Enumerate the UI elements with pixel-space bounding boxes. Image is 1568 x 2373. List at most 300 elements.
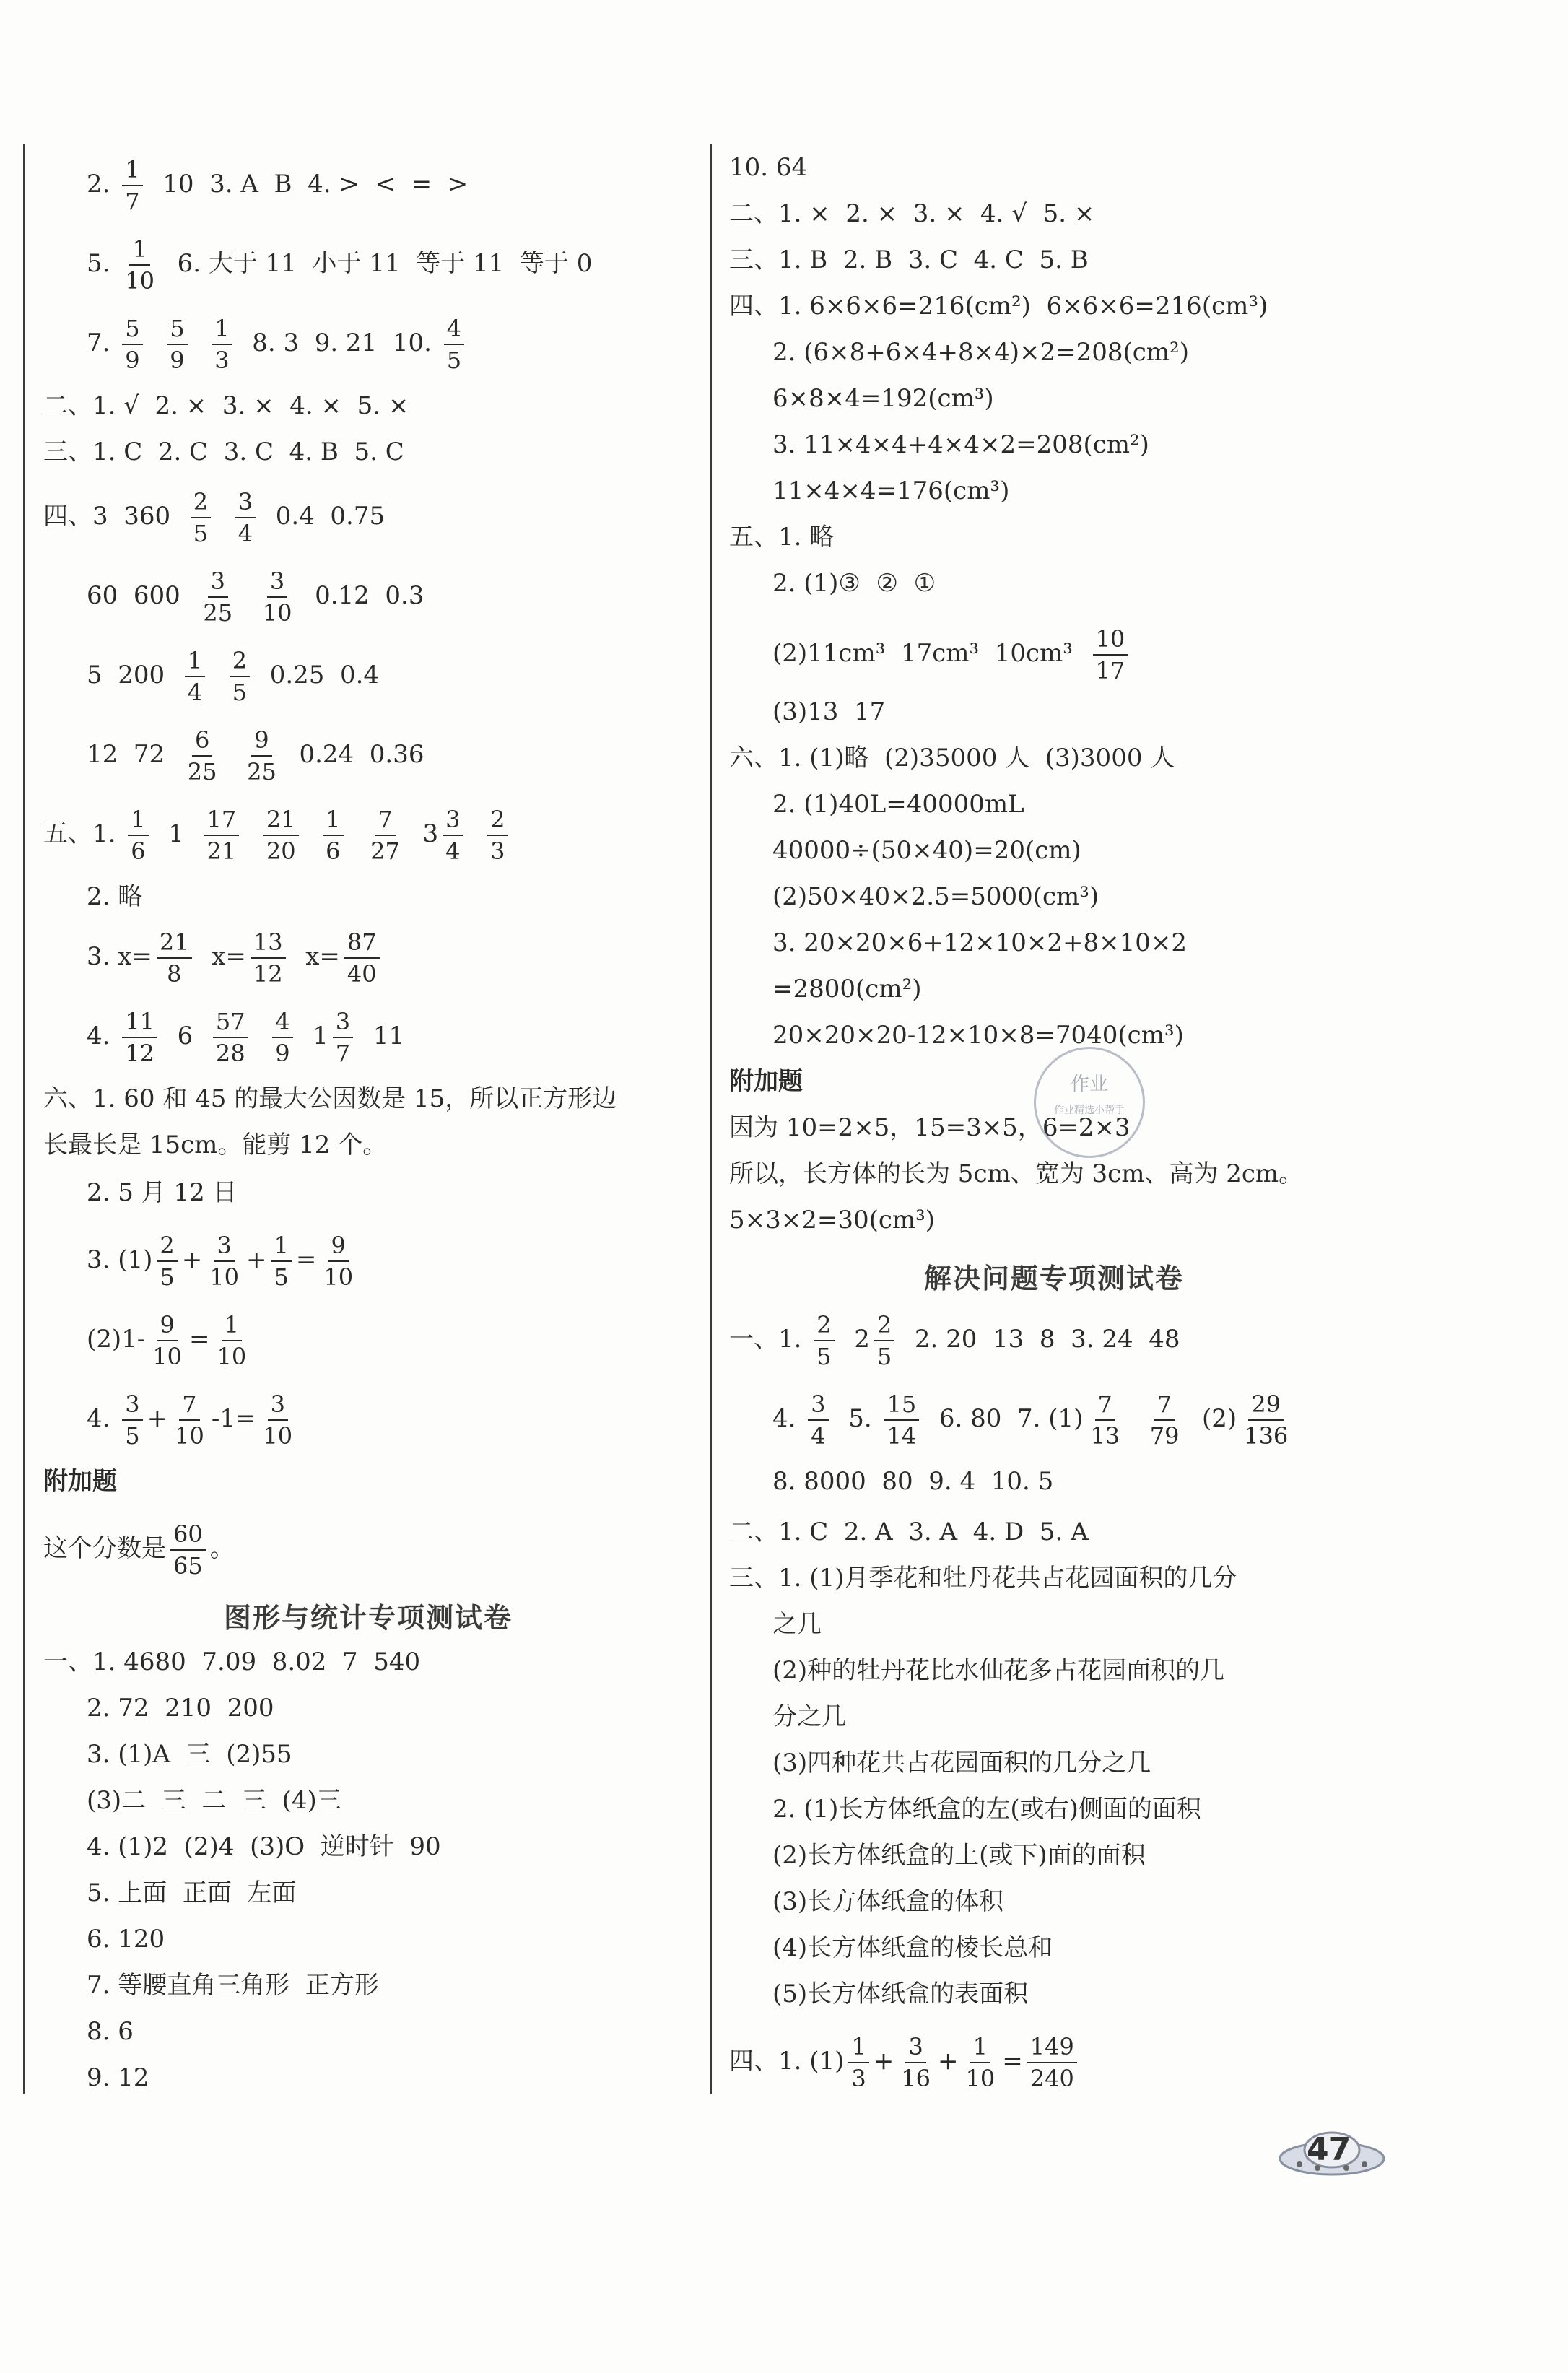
fraction-numerator: 3 xyxy=(808,1389,828,1421)
fraction-numerator: 29 xyxy=(1248,1389,1284,1421)
fraction-numerator: 1 xyxy=(128,804,148,836)
answer-line xyxy=(772,1012,1184,1058)
answer-text: 2. 72 210 200 xyxy=(87,1694,274,1723)
answer-line xyxy=(772,329,1189,375)
answer-text: 。 xyxy=(209,1534,235,1563)
answer-line xyxy=(87,1916,165,1962)
fraction xyxy=(167,313,187,375)
fraction-denominator: 10 xyxy=(175,1422,204,1450)
fraction-numerator: 6 xyxy=(192,725,212,757)
fraction xyxy=(122,234,157,296)
answer-line xyxy=(729,1509,1089,1555)
answer-text: 40000÷(50×40)=20(cm) xyxy=(772,836,1081,865)
fraction-denominator: 4 xyxy=(445,837,461,865)
answer-line xyxy=(772,689,885,735)
fraction-numerator: 57 xyxy=(213,1006,248,1038)
answer-text: (2)种的牡丹花比水仙花多占花园面积的几 xyxy=(772,1656,1225,1685)
fraction xyxy=(122,313,142,375)
answer-text: + xyxy=(181,1245,203,1274)
answer-line xyxy=(729,1058,803,1105)
fraction xyxy=(157,1230,177,1292)
fraction xyxy=(128,804,148,866)
fraction-denominator: 14 xyxy=(887,1422,917,1450)
fraction-numerator: 2 xyxy=(874,1310,894,1341)
fraction xyxy=(235,487,256,549)
answer-text: 4. (1)2 (2)4 (3)O 逆时针 90 xyxy=(87,1832,441,1861)
answer-text: 之几 xyxy=(772,1610,822,1639)
answer-text: 6. 120 xyxy=(87,1925,165,1954)
answer-text: 一、1. 4680 7.09 8.02 7 540 xyxy=(43,1647,421,1676)
answer-line xyxy=(772,1786,1201,1832)
fraction-denominator: 16 xyxy=(901,2065,931,2092)
fraction xyxy=(898,2032,933,2094)
answer-text: 图形与统计专项测试卷 xyxy=(223,1602,513,1634)
answer-text: (4)长方体纸盒的棱长总和 xyxy=(772,1933,1053,1962)
fraction-denominator: 25 xyxy=(187,758,217,785)
stamp-text: 作业 xyxy=(1070,1074,1108,1095)
answer-text: 60 600 xyxy=(87,581,196,610)
fraction xyxy=(271,1230,292,1292)
fraction xyxy=(230,645,250,707)
answer-text: 8. 3 9. 21 10. xyxy=(236,328,440,357)
fraction-denominator: 12 xyxy=(125,1040,154,1067)
answer-text: 5. 上面 正面 左面 xyxy=(87,1878,297,1907)
fraction-denominator: 27 xyxy=(370,837,400,865)
stamp-text: 作业精选小帮手 xyxy=(1054,1105,1125,1116)
page-number: 47 xyxy=(1307,2131,1351,2168)
answer-text: 2. 20 13 8 3. 24 48 xyxy=(899,1325,1180,1354)
answer-text xyxy=(224,740,240,769)
answer-line xyxy=(772,781,1024,827)
fraction-denominator: 4 xyxy=(238,520,253,547)
fraction-numerator: 9 xyxy=(328,1230,349,1262)
answer-text: =2800(cm²) xyxy=(772,975,922,1003)
fraction-numerator: 2 xyxy=(157,1230,177,1262)
fraction xyxy=(251,927,286,989)
answer-text: 分之几 xyxy=(772,1702,846,1731)
fraction-denominator: 10 xyxy=(965,2065,996,2092)
fraction-numerator: 3 xyxy=(208,566,228,598)
fraction-denominator: 9 xyxy=(275,1040,290,1067)
fraction-numerator: 3 xyxy=(122,1389,142,1421)
answer-line xyxy=(43,1458,117,1505)
answer-text: 1 xyxy=(297,1022,328,1050)
answer-line xyxy=(87,1170,238,1216)
answer-text: 解决问题专项测试卷 xyxy=(923,1263,1184,1294)
fraction-numerator: 10 xyxy=(1093,624,1128,656)
fraction xyxy=(272,1006,292,1068)
answer-line xyxy=(87,996,404,1076)
answer-text: 11 xyxy=(357,1022,405,1050)
fraction-denominator: 5 xyxy=(274,1263,289,1291)
fraction-denominator: 10 xyxy=(152,1343,182,1370)
answer-line xyxy=(87,1299,253,1379)
answer-text: (2)长方体纸盒的上(或下)面的面积 xyxy=(772,1841,1146,1870)
answer-text: 5×3×2=30(cm³) xyxy=(729,1206,936,1235)
fraction xyxy=(444,313,464,375)
answer-line xyxy=(772,560,936,606)
answer-line xyxy=(87,1777,341,1824)
answer-text: 0.25 0.4 xyxy=(254,661,380,689)
answer-line xyxy=(772,1925,1053,1971)
answer-text: 三、1. (1)月季花和牡丹花共占花园面积的几分 xyxy=(729,1564,1237,1593)
answer-text: + xyxy=(938,2047,959,2076)
answer-text: 3. x= xyxy=(87,942,152,971)
fraction-denominator: 13 xyxy=(1090,1422,1120,1450)
answer-line xyxy=(772,827,1081,874)
answer-line xyxy=(729,1555,1237,1601)
answer-text: 3. 20×20×6+12×10×2+8×10×2 xyxy=(772,928,1187,957)
fraction-numerator: 13 xyxy=(251,927,286,959)
answer-line xyxy=(772,1601,822,1647)
answer-text: 5. xyxy=(87,249,118,278)
fraction-numerator: 3 xyxy=(443,804,463,836)
fraction xyxy=(214,1310,250,1372)
answer-text: 三、1. C 2. C 3. C 4. B 5. C xyxy=(43,437,404,466)
answer-line xyxy=(43,476,385,556)
fraction-numerator: 21 xyxy=(263,804,299,836)
answer-line xyxy=(87,917,384,996)
fraction-denominator: 8 xyxy=(167,960,182,988)
answer-text: = xyxy=(189,1325,210,1354)
answer-line xyxy=(87,715,424,794)
answer-text: 6 xyxy=(161,1022,209,1050)
answer-text xyxy=(192,328,208,357)
fraction-numerator: 7 xyxy=(375,804,395,836)
answer-text: (3)13 17 xyxy=(772,697,886,726)
section-heading xyxy=(729,1256,1379,1296)
fraction-numerator: 3 xyxy=(333,1006,353,1038)
fraction xyxy=(122,1006,157,1068)
fraction-denominator: 20 xyxy=(266,837,296,865)
answer-text: 4. xyxy=(772,1404,804,1433)
answer-line xyxy=(729,191,1094,237)
fraction-numerator: 2 xyxy=(487,804,508,836)
answer-text: 6. 大于 11 小于 11 等于 11 等于 0 xyxy=(161,249,593,278)
answer-text: 3 xyxy=(406,819,439,848)
answer-line xyxy=(729,2021,1081,2101)
answer-text: 二、1. × 2. × 3. × 4. √ 5. × xyxy=(729,199,1095,228)
fraction xyxy=(213,1006,248,1068)
answer-text xyxy=(147,328,163,357)
answer-text: 这个分数是 xyxy=(43,1534,166,1563)
fraction xyxy=(212,313,232,375)
answer-line xyxy=(772,1832,1146,1878)
answer-line xyxy=(729,237,1089,283)
answer-text: = xyxy=(1002,2047,1023,2076)
fraction xyxy=(157,927,192,989)
fraction-numerator: 2 xyxy=(814,1310,834,1341)
fraction xyxy=(172,1389,207,1451)
answer-text: 三、1. B 2. B 3. C 4. C 5. B xyxy=(729,245,1089,274)
fraction xyxy=(1093,624,1128,686)
fraction-denominator: 25 xyxy=(247,758,276,785)
fraction-numerator: 3 xyxy=(268,1389,288,1421)
answer-text: 0.24 0.36 xyxy=(283,740,424,769)
answer-line xyxy=(87,303,469,383)
answer-line xyxy=(87,1824,441,1870)
answer-text: 2. (1)长方体纸盒的左(或右)侧面的面积 xyxy=(772,1795,1201,1824)
answer-line xyxy=(87,224,592,303)
fraction-numerator: 3 xyxy=(267,566,287,598)
answer-line xyxy=(772,966,921,1012)
fraction-denominator: 5 xyxy=(160,1263,175,1291)
fraction xyxy=(200,566,235,628)
fraction-denominator: 10 xyxy=(323,1263,354,1291)
answer-line xyxy=(772,874,1099,920)
answer-line xyxy=(87,1731,292,1777)
answer-line xyxy=(87,1379,300,1458)
answer-line xyxy=(87,556,424,635)
answer-line xyxy=(772,1458,1053,1505)
answer-text: (3)二 三 二 三 (4)三 xyxy=(87,1786,341,1815)
answer-line xyxy=(772,1740,1151,1786)
answer-text: 五、1. xyxy=(43,819,124,848)
answer-text: = xyxy=(295,1245,317,1274)
fraction-denominator: 65 xyxy=(173,1552,203,1580)
fraction xyxy=(260,566,295,628)
fraction xyxy=(884,1389,919,1451)
answer-text: (3)长方体纸盒的体积 xyxy=(772,1887,1004,1916)
answer-text xyxy=(209,661,225,689)
answer-text: 二、1. √ 2. × 3. × 4. × 5. × xyxy=(43,391,409,420)
fraction-numerator: 7 xyxy=(179,1389,199,1421)
answer-text: + xyxy=(246,1245,267,1274)
fraction xyxy=(814,1310,834,1372)
answer-text: 二、1. C 2. A 3. A 4. D 5. A xyxy=(729,1518,1089,1546)
answer-text: -1= xyxy=(211,1404,256,1433)
answer-line xyxy=(87,144,468,224)
answer-text xyxy=(243,819,259,848)
fraction-denominator: 136 xyxy=(1244,1422,1289,1450)
answer-text: 2 xyxy=(838,1325,870,1354)
fraction-denominator: 10 xyxy=(217,1343,247,1370)
fraction xyxy=(191,487,211,549)
fraction-numerator: 15 xyxy=(884,1389,919,1421)
answer-line xyxy=(729,735,1175,781)
answer-line xyxy=(43,383,409,429)
fraction-numerator: 3 xyxy=(235,487,256,518)
fraction-numerator: 5 xyxy=(167,313,187,345)
stamp-logo xyxy=(1034,1047,1145,1158)
fraction-numerator: 1 xyxy=(970,2032,990,2063)
answer-text: (2)50×40×2.5=5000(cm³) xyxy=(772,882,1099,911)
fraction-denominator: 5 xyxy=(446,347,462,374)
answer-text: 2. xyxy=(87,170,118,199)
fraction xyxy=(185,645,205,707)
fraction-numerator: 2 xyxy=(191,487,211,518)
answer-text: 六、1. 60 和 45 的最大公因数是 15，所以正方形边 xyxy=(43,1084,617,1113)
answer-text xyxy=(348,819,364,848)
fraction-numerator: 17 xyxy=(204,804,239,836)
answer-line xyxy=(43,1122,387,1168)
answer-line xyxy=(772,422,1149,468)
answer-text xyxy=(253,1022,269,1050)
answer-text: 4. xyxy=(87,1404,118,1433)
answer-line xyxy=(43,794,512,874)
answer-text: 2. (6×8+6×4+8×4)×2=208(cm²) xyxy=(772,338,1189,367)
fraction-numerator: 149 xyxy=(1027,2032,1077,2063)
fraction-denominator: 4 xyxy=(811,1422,826,1450)
answer-line xyxy=(87,1220,360,1299)
fraction-numerator: 11 xyxy=(122,1006,157,1038)
answer-text: 四、1. (1) xyxy=(729,2047,845,2076)
answer-line xyxy=(87,2008,134,2055)
answer-line xyxy=(87,1962,379,2008)
fraction xyxy=(874,1310,894,1372)
answer-text: 五、1. 略 xyxy=(729,523,835,552)
answer-text: 20×20×20-12×10×8=7040(cm³) xyxy=(772,1021,1184,1050)
fraction-numerator: 7 xyxy=(1095,1389,1115,1421)
answer-text: 0.4 0.75 xyxy=(260,502,386,531)
fraction xyxy=(333,1006,353,1068)
answer-text: 8. 6 xyxy=(87,2017,134,2046)
fraction xyxy=(1241,1389,1291,1451)
answer-line xyxy=(772,375,994,422)
answer-line xyxy=(772,1694,846,1740)
left-margin-rule xyxy=(23,144,25,2094)
fraction xyxy=(170,1519,206,1581)
fraction-denominator: 5 xyxy=(816,1343,832,1370)
fraction xyxy=(149,1310,185,1372)
answer-text: 六、1. (1)略 (2)35000 人 (3)3000 人 xyxy=(729,744,1175,772)
answer-line xyxy=(772,1647,1224,1694)
fraction-denominator: 3 xyxy=(214,347,230,374)
answer-line xyxy=(772,1878,1003,1925)
answer-text: 0.12 0.3 xyxy=(299,581,424,610)
fraction-numerator: 21 xyxy=(157,927,192,959)
fraction-denominator: 5 xyxy=(125,1422,140,1450)
answer-text: 一、1. xyxy=(729,1325,810,1354)
answer-text: 7. xyxy=(87,328,118,357)
answer-line xyxy=(772,468,1009,514)
fraction-denominator: 10 xyxy=(263,1422,293,1450)
fraction-numerator: 1 xyxy=(122,154,142,186)
answer-text: 2. (1)40L=40000mL xyxy=(772,790,1024,819)
answer-line xyxy=(87,2055,149,2101)
answer-line xyxy=(729,283,1268,329)
fraction-denominator: 28 xyxy=(215,1040,245,1067)
answer-text: x= xyxy=(196,942,246,971)
answer-text: 10. 64 xyxy=(729,153,808,182)
fraction xyxy=(487,804,508,866)
fraction-numerator: 1 xyxy=(185,645,205,677)
fraction-denominator: 6 xyxy=(131,837,146,865)
answer-text: 8. 8000 80 9. 4 10. 5 xyxy=(772,1467,1054,1496)
fraction xyxy=(323,804,343,866)
fraction-numerator: 1 xyxy=(212,313,232,345)
fraction-numerator: 60 xyxy=(170,1519,206,1551)
fraction xyxy=(244,725,279,787)
answer-text: + xyxy=(147,1404,168,1433)
answer-line xyxy=(729,144,807,191)
answer-line xyxy=(87,1685,274,1731)
fraction-numerator: 1 xyxy=(323,804,343,836)
answer-text xyxy=(240,581,256,610)
answer-text: 所以，长方体的长为 5cm、宽为 3cm、高为 2cm。 xyxy=(729,1159,1304,1188)
fraction xyxy=(344,927,380,989)
answer-text xyxy=(467,819,483,848)
fraction-numerator: 7 xyxy=(1154,1389,1175,1421)
fraction-numerator: 9 xyxy=(251,725,271,757)
answer-text: 11×4×4=176(cm³) xyxy=(772,476,1010,505)
fraction-numerator: 1 xyxy=(848,2032,868,2063)
answer-text: 5 200 xyxy=(87,661,180,689)
answer-text: 2. 5 月 12 日 xyxy=(87,1178,238,1207)
answer-text: 5. xyxy=(832,1404,880,1433)
fraction-denominator: 7 xyxy=(335,1040,351,1067)
answer-line xyxy=(772,1971,1028,2017)
fraction-denominator: 3 xyxy=(490,837,505,865)
fraction-denominator: 240 xyxy=(1029,2065,1074,2092)
fraction xyxy=(204,804,239,866)
answer-text xyxy=(1127,1404,1143,1433)
fraction-denominator: 40 xyxy=(347,960,377,988)
answer-text: x= xyxy=(289,942,340,971)
answer-text: 4. xyxy=(87,1022,118,1050)
answer-text: 2. (1)③ ② ① xyxy=(772,569,936,598)
answer-line xyxy=(43,1076,617,1122)
answer-text xyxy=(215,502,231,531)
fraction-denominator: 9 xyxy=(170,347,185,374)
answer-text: (3)四种花共占花园面积的几分之几 xyxy=(772,1749,1151,1777)
fraction-denominator: 10 xyxy=(209,1263,239,1291)
fraction-denominator: 4 xyxy=(187,679,203,706)
answer-text: 12 72 xyxy=(87,740,180,769)
answer-line xyxy=(43,1509,235,1588)
fraction-numerator: 5 xyxy=(122,313,142,345)
answer-line xyxy=(772,920,1187,966)
fraction xyxy=(1087,1389,1123,1451)
answer-text: 2. 略 xyxy=(87,882,143,911)
answer-text: 附加题 xyxy=(729,1067,803,1096)
answer-line xyxy=(729,1151,1303,1197)
fraction-numerator: 1 xyxy=(222,1310,242,1341)
column-divider xyxy=(710,144,712,2094)
fraction-denominator: 5 xyxy=(876,1343,892,1370)
answer-line xyxy=(87,1870,296,1916)
answer-line xyxy=(772,1379,1295,1458)
answer-text: 7. 等腰直角三角形 正方形 xyxy=(87,1971,379,2000)
answer-text: 6×8×4=192(cm³) xyxy=(772,384,994,413)
fraction-numerator: 4 xyxy=(272,1006,292,1038)
fraction xyxy=(321,1230,356,1292)
fraction xyxy=(185,725,220,787)
answer-line xyxy=(43,429,404,475)
answer-text: 3. (1) xyxy=(87,1245,153,1274)
fraction-denominator: 9 xyxy=(125,347,140,374)
section-heading xyxy=(43,1595,693,1635)
fraction-denominator: 17 xyxy=(1095,657,1125,684)
fraction-denominator: 5 xyxy=(193,520,209,547)
fraction-numerator: 9 xyxy=(157,1310,177,1341)
fraction xyxy=(260,1389,295,1451)
fraction-numerator: 3 xyxy=(214,1230,234,1262)
fraction-denominator: 7 xyxy=(125,188,140,215)
fraction xyxy=(443,804,463,866)
fraction xyxy=(367,804,403,866)
fraction xyxy=(808,1389,828,1451)
fraction-denominator: 25 xyxy=(203,599,233,627)
answer-text: 10 3. A B 4. > < = > xyxy=(147,170,469,199)
fraction-numerator: 1 xyxy=(271,1230,292,1262)
answer-text: (2) xyxy=(1186,1404,1237,1433)
fraction xyxy=(263,804,299,866)
fraction-denominator: 3 xyxy=(851,2065,866,2092)
answer-line xyxy=(729,1299,1180,1379)
fraction xyxy=(848,2032,868,2094)
answer-text: (5)长方体纸盒的表面积 xyxy=(772,1980,1029,2008)
